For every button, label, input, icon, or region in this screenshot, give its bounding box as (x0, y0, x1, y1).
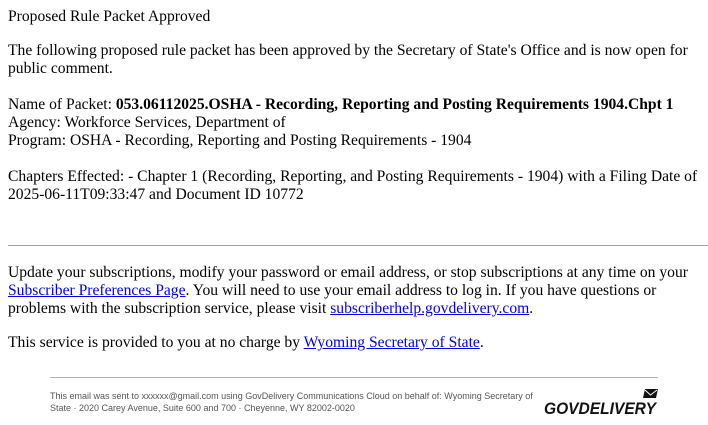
program-row (8, 132, 708, 150)
intro-paragraph: The following proposed rule packet has been approved by the Secretary of State's Office and is now open for public comment. (8, 42, 688, 77)
service-text-1: This service is provided to you at no charge by (8, 334, 304, 351)
govdelivery-logo[interactable] (544, 387, 664, 421)
subscription-text-2: . You will need to use your email address to log in. If you have questions or problems with the subscription service, please visit (8, 282, 657, 317)
packet-name-value: 053.06112025.OSHA - Recording, Reporting and Posting Requirements 1904.Chpt 1 (115, 96, 674, 113)
subscription-paragraph (8, 264, 708, 318)
program-value: OSHA - Recording, Reporting and Posting Requirements - 1904 (69, 132, 472, 149)
packet-name-label: Name of Packet: (8, 96, 116, 113)
subscription-text-1: Update your subscriptions, modify your password or email address, or stop subscriptions at any time on your (8, 264, 688, 281)
footer-text: This email was sent to xxxxxx@gmail.com using GovDelivery Communications Cloud on behalf of: Wyoming Secretary of State · 2020 Carey Avenue, Suite 600 and 700 · Cheyenne, WY 82002-0020 (50, 391, 533, 413)
packet-details (8, 96, 708, 150)
packet-name-row (8, 96, 708, 114)
wyoming-sos-link[interactable]: Wyoming Secretary of State (303, 334, 480, 351)
service-paragraph (8, 334, 708, 352)
subscriber-preferences-link[interactable]: Subscriber Preferences Page (8, 282, 186, 299)
govdelivery-logo-text: GOVDELIVERY (544, 399, 658, 418)
footer-divider (50, 377, 658, 378)
envelope-icon (643, 389, 658, 398)
agency-value: Workforce Services, Department of (64, 114, 286, 131)
agency-label: Agency: (8, 114, 65, 131)
subscriber-help-link[interactable]: subscriberhelp.govdelivery.com (330, 300, 530, 317)
agency-row (8, 114, 708, 132)
govdelivery-logo-graphic (544, 387, 664, 421)
divider (8, 245, 708, 246)
chapters-paragraph: Chapters Effected: - Chapter 1 (Recording, Reporting, and Posting Requirements - 1904) with a Filing Date of 2025-06-11T09:33:47 and Document ID 10772 (8, 168, 698, 203)
email-title: Proposed Rule Packet Approved (8, 8, 211, 25)
service-text-2: . (479, 334, 484, 351)
program-label: Program: (8, 132, 70, 149)
subscription-text-3: . (529, 300, 534, 317)
